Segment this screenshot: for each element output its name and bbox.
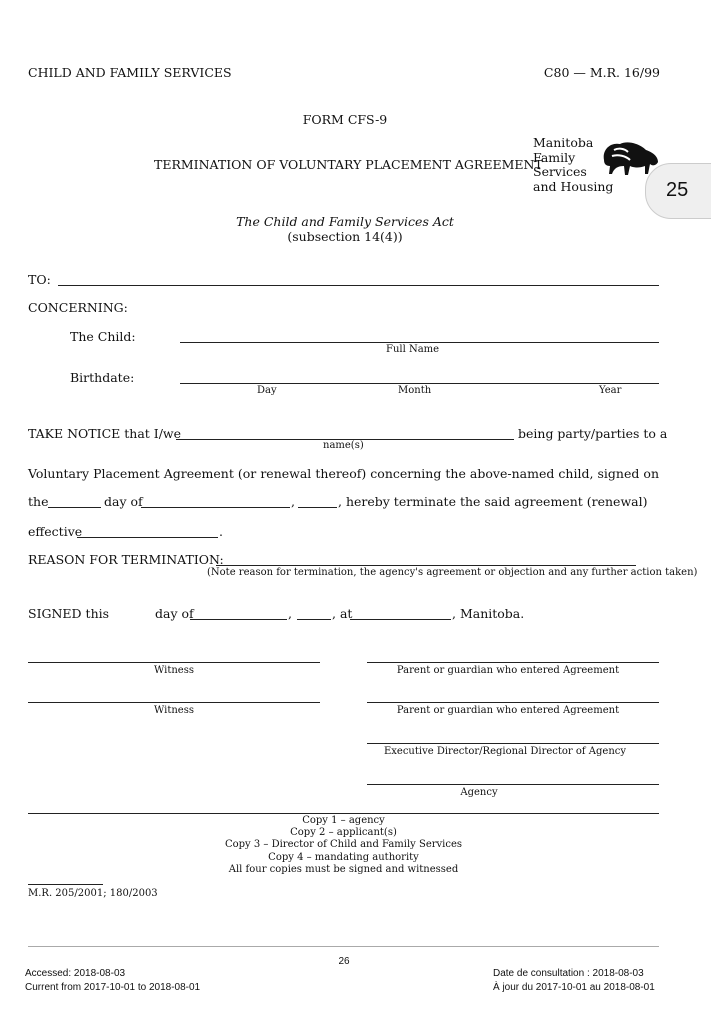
page-tab xyxy=(645,163,711,219)
consultation-date: Date de consultation : 2018-08-03 xyxy=(493,968,644,979)
copies-divider xyxy=(28,813,659,814)
signed-month-field[interactable] xyxy=(141,507,290,508)
agreement-text: Voluntary Placement Agreement (or renewal thereof) concerning the above-named child, signed on xyxy=(28,466,659,481)
current-range: Current from 2017-10-01 to 2018-08-01 xyxy=(25,982,201,993)
reason-field[interactable] xyxy=(216,565,636,566)
witness-2-signature-line[interactable] xyxy=(28,702,320,703)
party-text: being party/parties to a xyxy=(518,426,668,441)
full-name-caption: Full Name xyxy=(386,344,440,355)
signed-day-of-text: day of xyxy=(155,606,194,621)
reason-label: REASON FOR TERMINATION: xyxy=(28,552,224,567)
agency-line[interactable] xyxy=(367,784,659,785)
day-caption: Day xyxy=(257,385,277,396)
reg-note: M.R. 205/2001; 180/2003 xyxy=(28,888,158,899)
a-jour-range: À jour du 2017-10-01 au 2018-08-01 xyxy=(493,982,655,993)
parent-1-signature-line[interactable] xyxy=(367,662,659,663)
copy-item: Copy 2 – applicant(s) xyxy=(290,827,397,839)
child-label: The Child: xyxy=(70,329,136,344)
parent-2-signature-line[interactable] xyxy=(367,702,659,703)
effective-period: . xyxy=(219,524,223,539)
witness-2-caption: Witness xyxy=(154,705,194,716)
signed-date-month-field[interactable] xyxy=(190,619,287,620)
manitoba-text: , Manitoba. xyxy=(452,606,525,621)
logo-line-2: Family xyxy=(533,149,576,165)
accessed-date: Accessed: 2018-08-03 xyxy=(25,968,126,979)
logo-line-4: and Housing xyxy=(533,178,614,194)
month-caption: Month xyxy=(398,385,432,396)
witness-1-signature-line[interactable] xyxy=(28,662,320,663)
copy-item: All four copies must be signed and witnessed xyxy=(228,863,459,875)
header-left: CHILD AND FAMILY SERVICES xyxy=(28,65,232,80)
act-name: The Child and Family Services Act xyxy=(236,214,454,229)
concerning-label: CONCERNING: xyxy=(28,300,128,315)
birthdate-label: Birthdate: xyxy=(70,370,135,385)
signed-comma: , xyxy=(288,606,292,621)
logo-line-1: Manitoba xyxy=(533,135,594,150)
form-title: TERMINATION OF VOLUNTARY PLACEMENT AGREEMENT xyxy=(154,157,543,172)
signed-place-field[interactable] xyxy=(350,619,451,620)
terminate-text: , hereby terminate the said agreement (renewal) xyxy=(338,494,648,509)
copies-list xyxy=(28,815,659,876)
page-tab-number: 25 xyxy=(666,179,689,201)
copy-item: Copy 4 – mandating authority xyxy=(268,851,419,863)
signed-day-field[interactable] xyxy=(48,507,101,508)
comma-text: , xyxy=(291,494,295,509)
copy-item: Copy 3 – Director of Child and Family Services xyxy=(224,839,463,851)
act-section: (subsection 14(4)) xyxy=(287,229,403,244)
parent-1-caption: Parent or guardian who entered Agreement xyxy=(396,665,620,676)
at-text: , at xyxy=(332,606,353,621)
birthdate-field[interactable] xyxy=(180,383,659,384)
child-name-field[interactable] xyxy=(180,342,659,343)
effective-text: effective xyxy=(28,524,83,539)
year-caption: Year xyxy=(599,385,622,396)
page-number: 26 xyxy=(338,956,350,967)
footer-divider xyxy=(28,946,659,947)
reg-note-rule xyxy=(28,884,103,885)
to-field[interactable] xyxy=(58,285,659,286)
effective-field[interactable] xyxy=(77,537,218,538)
witness-1-caption: Witness xyxy=(154,665,194,676)
signed-date-year-field[interactable] xyxy=(297,619,331,620)
parent-2-caption: Parent or guardian who entered Agreement xyxy=(396,705,620,716)
director-signature-line[interactable] xyxy=(367,743,659,744)
the-text: the xyxy=(28,494,49,509)
logo-line-3: Services xyxy=(533,164,587,179)
to-label: TO: xyxy=(28,272,51,287)
signed-this-text: SIGNED this xyxy=(28,606,110,621)
form-id: FORM CFS-9 xyxy=(302,112,388,127)
reason-note: (Note reason for termination, the agency's agreement or objection and any further action taken) xyxy=(207,567,698,578)
copy-item: Copy 1 – agency xyxy=(302,815,385,826)
signed-year-field[interactable] xyxy=(298,507,337,508)
header-right: C80 — M.R. 16/99 xyxy=(543,65,660,80)
names-caption: name(s) xyxy=(323,440,364,451)
take-notice-text: TAKE NOTICE that I/we xyxy=(28,426,182,441)
day-of-text: day of xyxy=(104,494,143,509)
agency-caption: Agency xyxy=(460,787,498,798)
director-caption: Executive Director/Regional Director of Agency xyxy=(383,746,627,757)
